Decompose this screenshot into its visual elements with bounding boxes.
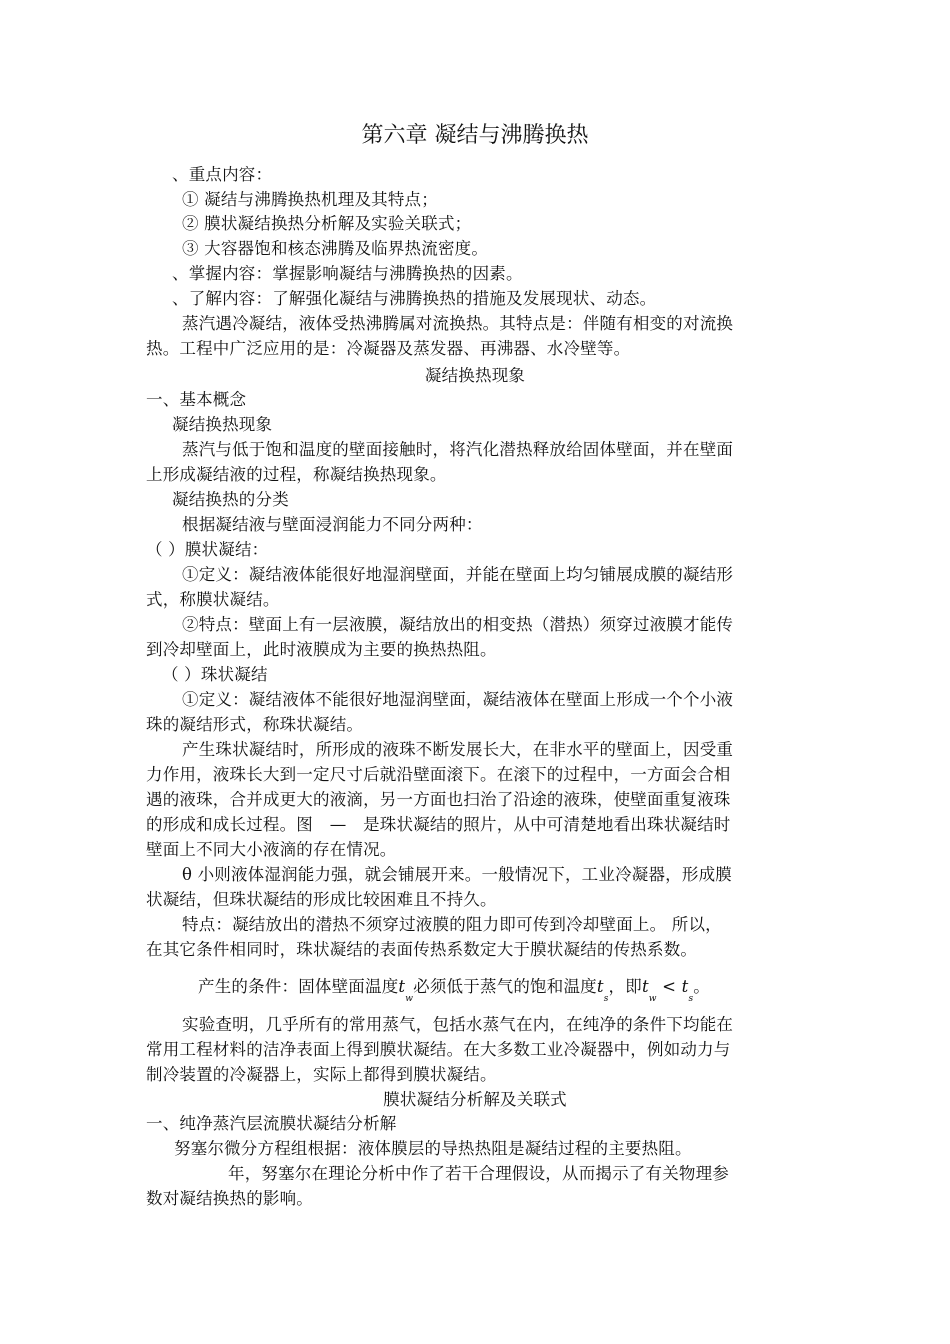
paragraph-line: 在其它条件相同时，珠状凝结的表面传热系数定大于膜状凝结的传热系数。 bbox=[146, 940, 698, 959]
paragraph-line: 蒸汽与低于饱和温度的壁面接触时，将汽化潜热释放给固体壁面，并在壁面 bbox=[182, 440, 734, 459]
understand-content: 、了解内容：了解强化凝结与沸腾换热的措施及发展现状、动态。 bbox=[172, 289, 657, 308]
subsection-heading: 凝结换热现象 bbox=[172, 415, 273, 434]
paragraph-line: 遇的液珠，合并成更大的液滴，另一方面也扫治了沿途的液珠，使壁面重复液珠 bbox=[146, 790, 731, 809]
paragraph-line: ①定义：凝结液体不能很好地湿润壁面，凝结液体在壁面上形成一个个小液 bbox=[182, 690, 734, 709]
condition-line: 产生的条件：固体壁面温度$t_w$必须低于蒸气的饱和温度$t_s$，即$t_w < t_s$。 bbox=[198, 977, 710, 1004]
paragraph-line: 年，努塞尔在理论分析中作了若干合理假设，从而揭示了有关物理参 bbox=[228, 1164, 729, 1183]
paragraph-line: 热。工程中广泛应用的是：冷凝器及蒸发器、再沸器、水冷壁等。 bbox=[146, 339, 631, 358]
list-item: （ ）膜状凝结： bbox=[146, 540, 269, 559]
paragraph-line: 壁面上不同大小液滴的存在情况。 bbox=[146, 840, 397, 859]
list-item: （ ）珠状凝结 bbox=[162, 665, 268, 684]
paragraph-line: 实验查明，几乎所有的常用蒸气，包括水蒸气在内，在纯净的条件下均能在 bbox=[182, 1015, 734, 1034]
paragraph-line: 数对凝结换热的影响。 bbox=[146, 1189, 313, 1208]
paragraph-line: 特点：凝结放出的潜热不须穿过液膜的阻力即可传到冷却壁面上。 所以， bbox=[182, 915, 722, 934]
master-content: 、掌握内容：掌握影响凝结与沸腾换热的因素。 bbox=[172, 264, 523, 283]
key-item-2: ② 膜状凝结换热分析解及实验关联式； bbox=[182, 214, 472, 233]
paragraph-line: 努塞尔微分方程组根据：液体膜层的导热热阻是凝结过程的主要热阻。 bbox=[174, 1139, 692, 1158]
key-content-heading: 、重点内容： bbox=[172, 165, 273, 184]
paragraph-line: ①定义：凝结液体能很好地湿润壁面，并能在壁面上均匀铺展成膜的凝结形 bbox=[182, 565, 734, 584]
section-heading: 一、基本概念 bbox=[146, 390, 247, 409]
section-heading: 膜状凝结分析解及关联式 bbox=[383, 1090, 567, 1109]
subsection-heading: 凝结换热的分类 bbox=[172, 490, 289, 509]
section-heading: 一、纯净蒸汽层流膜状凝结分析解 bbox=[146, 1114, 397, 1133]
paragraph-line: 常用工程材料的洁净表面上得到膜状凝结。在大多数工业冷凝器中，例如动力与 bbox=[146, 1040, 731, 1059]
key-item-3: ③ 大容器饱和核态沸腾及临界热流密度。 bbox=[182, 239, 489, 258]
paragraph-line: 状凝结，但珠状凝结的形成比较困难且不持久。 bbox=[146, 890, 497, 909]
paragraph-line: 蒸汽遇冷凝结，液体受热沸腾属对流换热。其特点是：伴随有相变的对流换 bbox=[182, 314, 734, 333]
page-title: 第六章 凝结与沸腾换热 bbox=[361, 123, 589, 148]
paragraph-line: 式，称膜状凝结。 bbox=[146, 590, 280, 609]
key-item-1: ① 凝结与沸腾换热机理及其特点； bbox=[182, 190, 438, 209]
paragraph-line: θ 小则液体湿润能力强，就会铺展开来。一般情况下，工业冷凝器，形成膜 bbox=[182, 865, 732, 884]
paragraph-line: 珠的凝结形式，称珠状凝结。 bbox=[146, 715, 364, 734]
section-heading: 凝结换热现象 bbox=[424, 366, 526, 385]
paragraph-line: ②特点：壁面上有一层液膜，凝结放出的相变热（潜热）须穿过液膜才能传 bbox=[182, 615, 734, 634]
paragraph-line: 的形成和成长过程。图 — 是珠状凝结的照片，从中可清楚地看出珠状凝结时 bbox=[146, 815, 731, 834]
paragraph-line: 产生珠状凝结时，所形成的液珠不断发展长大，在非水平的壁面上，因受重 bbox=[182, 740, 734, 759]
paragraph-line: 力作用，液珠长大到一定尺寸后就沿壁面滚下。在滚下的过程中，一方面会合相 bbox=[146, 765, 731, 784]
paragraph-line: 上形成凝结液的过程，称凝结换热现象。 bbox=[146, 465, 447, 484]
paragraph-line: 根据凝结液与壁面浸润能力不同分两种： bbox=[182, 515, 483, 534]
paragraph-line: 制冷装置的冷凝器上，实际上都得到膜状凝结。 bbox=[146, 1065, 497, 1084]
paragraph-line: 到冷却壁面上，此时液膜成为主要的换热热阻。 bbox=[146, 640, 497, 659]
